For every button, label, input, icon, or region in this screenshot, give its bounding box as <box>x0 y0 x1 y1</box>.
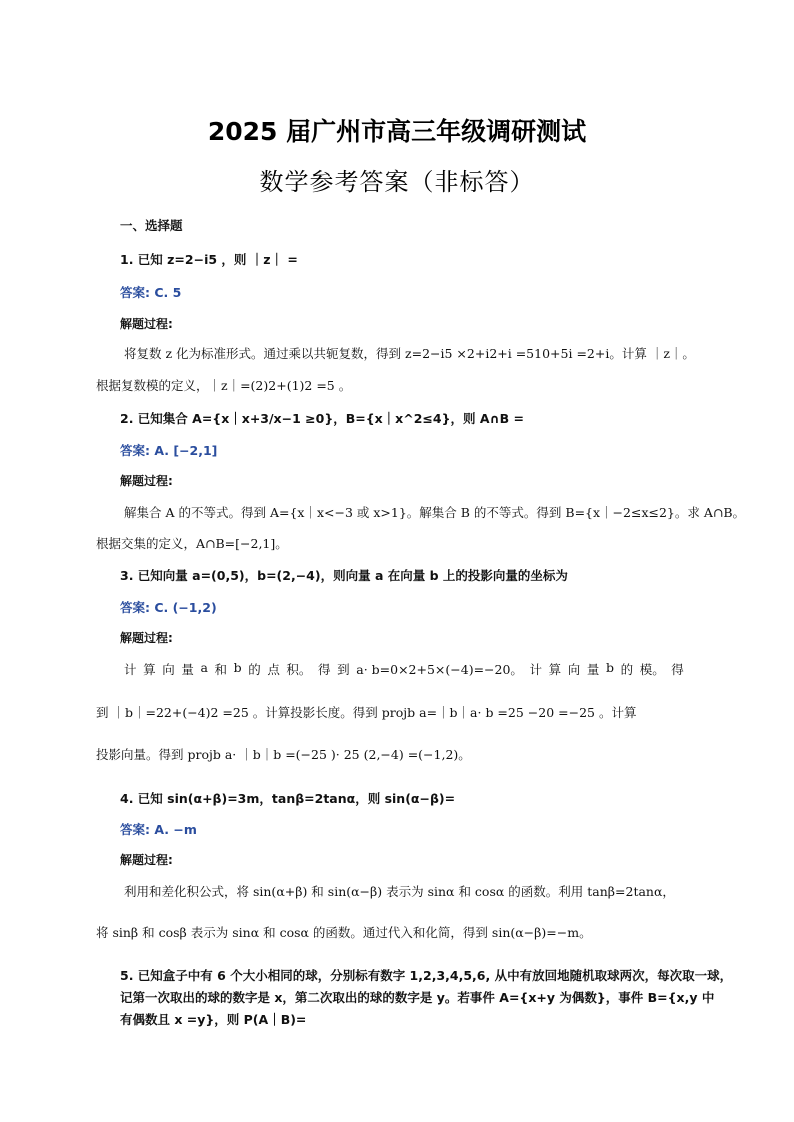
q3-process-line-justified <box>124 660 684 678</box>
q3-word: b <box>233 660 242 675</box>
q1-process-line: 将复数 z 化为标准形式。通过乘以共轭复数，得到 z=2−i5 ×2+i2+i =510+5i =2+i。计算 ｜z｜。 <box>124 346 695 361</box>
q3-word: 的 <box>248 662 261 677</box>
q3-word: 得 <box>671 662 684 677</box>
q3-process-label: 解题过程: <box>120 631 173 645</box>
page-subtitle: 数学参考答案（非标答） <box>259 168 535 196</box>
q2-question: 2. 已知集合 A={x｜x+3/x−1 ≥0}，B={x｜x^2≤4}，则 A∩B = <box>120 411 525 426</box>
q2-process-label: 解题过程: <box>120 474 173 488</box>
q5-question-line: 有偶数且 x =y}，则 P(A｜B)= <box>120 1012 307 1027</box>
q3-answer: 答案: C. (−1,2) <box>120 600 217 615</box>
q4-answer: 答案: A. −m <box>120 822 197 837</box>
q1-process-label: 解题过程: <box>120 317 173 331</box>
q3-word: 计 <box>529 662 543 677</box>
q3-word: 积。 <box>286 662 312 677</box>
q3-question: 3. 已知向量 a=(0,5)，b=(2,−4)，则向量 a 在向量 b 上的投影向量的坐标为 <box>120 568 568 583</box>
q3-word: 算 <box>548 662 562 677</box>
q2-process-line: 根据交集的定义，A∩B=[−2,1]。 <box>96 536 288 551</box>
q1-answer: 答案: C. 5 <box>120 285 182 300</box>
q3-word: 到 <box>337 662 350 677</box>
q3-process-line: 投影向量。得到 projb a· ｜b｜b =(−25 )· 25 (2,−4) =(−1,2)。 <box>96 747 471 762</box>
q3-word: 点 <box>267 662 280 677</box>
q3-word: 和 <box>214 662 227 677</box>
q4-process-line: 利用和差化积公式，将 sin(α+β) 和 sin(α−β) 表示为 sinα 和 cosα 的函数。利用 tanβ=2tanα， <box>124 884 675 899</box>
q3-word: 向 <box>162 662 175 677</box>
section-heading: 一、选择题 <box>120 218 183 233</box>
q3-word: 模。 <box>639 662 665 677</box>
q4-question: 4. 已知 sin(α+β)=3m，tanβ=2tanα，则 sin(α−β)= <box>120 791 456 806</box>
q3-word: 的 <box>620 662 634 677</box>
q2-answer: 答案: A. [−2,1] <box>120 443 218 458</box>
q3-word: 向 <box>567 662 581 677</box>
q3-word: 计 <box>124 662 137 677</box>
q3-word: 算 <box>143 662 156 677</box>
q2-process-line: 解集合 A 的不等式。得到 A={x｜x<−3 或 x>1}。解集合 B 的不等式。得到 B={x｜−2≤x≤2}。求 A∩B。 <box>124 505 746 520</box>
q5-question-line: 5. 已知盒子中有 6 个大小相同的球，分别标有数字 1,2,3,4,5,6, 从中有放回地随机取球两次，每次取一球， <box>120 968 733 983</box>
q3-word: 量 <box>181 662 194 677</box>
q3-process-line: 到 ｜b｜=22+(−4)2 =25 。计算投影长度。得到 projb a=｜b｜a· b =25 −20 =−25 。计算 <box>96 705 637 720</box>
q4-process-line: 将 sinβ 和 cosβ 表示为 sinα 和 cosα 的函数。通过代入和化简，得到 sin(α−β)=−m。 <box>96 925 592 940</box>
q3-word: b <box>605 660 614 675</box>
page-title: 2025 届广州市高三年级调研测试 <box>207 117 587 146</box>
q1-question: 1. 已知 z=2−i5 ，则 ｜z｜ = <box>120 252 298 267</box>
q5-question-line: 记第一次取出的球的数字是 x，第二次取出的球的数字是 y。若事件 A={x+y 为偶数}，事件 B={x,y 中 <box>120 990 715 1005</box>
q3-word: 量 <box>586 662 600 677</box>
q3-word: a· b=0×2+5×(−4)=−20。 <box>356 662 523 677</box>
q3-word: a <box>200 660 208 675</box>
q1-process-line: 根据复数模的定义，｜z｜=(2)2+(1)2 =5 。 <box>96 378 352 393</box>
q3-word: 得 <box>318 662 331 677</box>
q4-process-label: 解题过程: <box>120 853 173 867</box>
